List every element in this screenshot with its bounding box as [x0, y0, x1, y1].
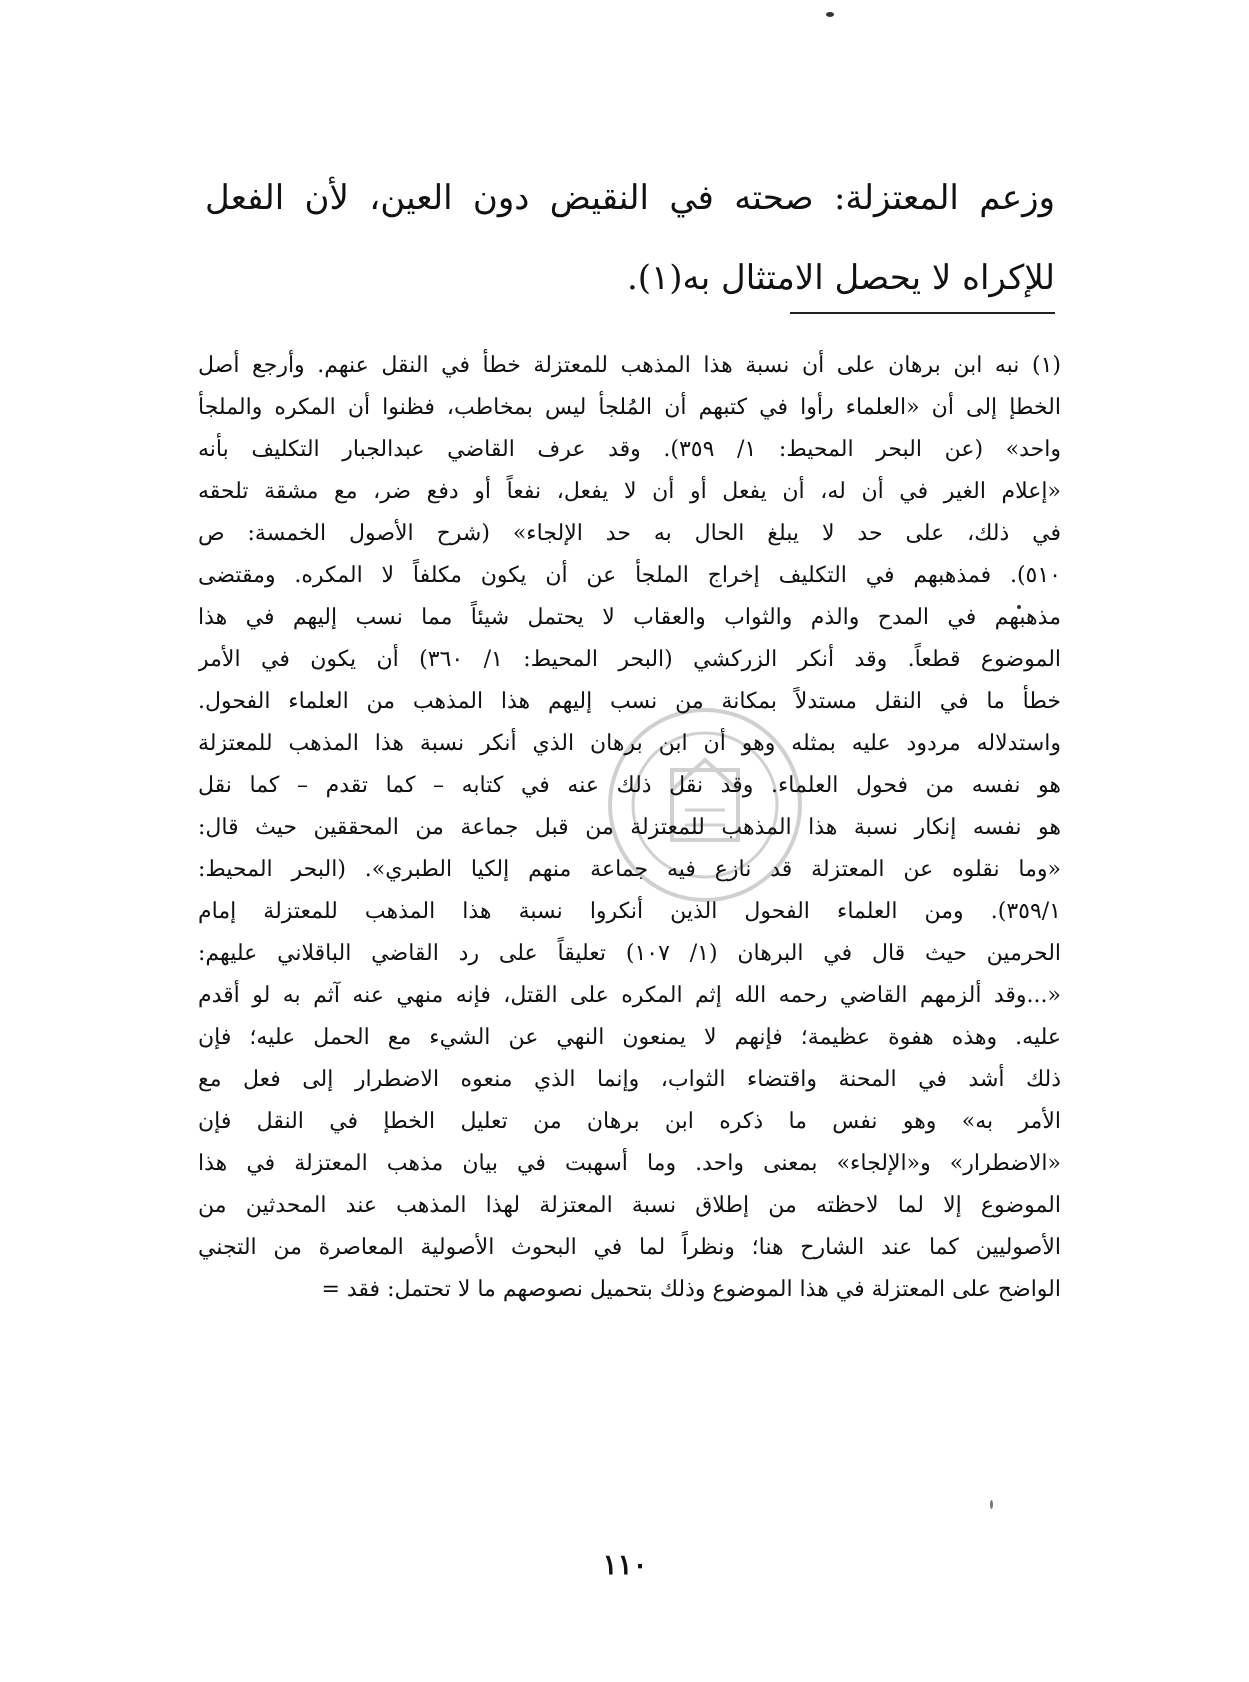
footnote-line: الواضح على المعتزلة في هذا الموضوع وذلك بتحميل نصوصهم ما لا تحتمل: فقد = [321, 1277, 1061, 1302]
footnote-line: الموضوع قطعاً. وقد أنكر الزركشي (البحر المحيط: ١/ ٣٦٠) أن يكون في الأمر [198, 647, 1061, 672]
footnote-line: (١) نبه ابن برهان على أن نسبة هذا المذهب للمعتزلة خطأ في النقل عنهم. وأرجع أصل [198, 353, 1061, 378]
footnote-line: ٣٥٩/١). ومن العلماء الفحول الذين أنكروا نسبة هذا المذهب للمعتزلة إمام [198, 899, 1061, 924]
footnote-line: «وما نقلوه عن المعتزلة قد نازع فيه جماعة منهم إلكيا الطبري». (البحر المحيط: [198, 857, 1061, 882]
main-paragraph: وزعم المعتزلة: صحته في النقيض دون العين، لأن الفعل للإكراه لا يحصل الامتثال به(١). [205, 178, 1055, 298]
footnote-line: «...وقد ألزمهم القاضي رحمه الله إثم المكره على القتل، فإنه منهي عنه آثم به لو أقدم [198, 983, 1061, 1008]
footnote [198, 345, 1061, 1311]
footnote-line: الموضوع إلا لما لاحظته من إطلاق نسبة المعتزلة لهذا المذهب عند المحدثين من [198, 1193, 1061, 1218]
footnote-line: في ذلك، على حد لا يبلغ الحال به حد الإلجاء» (شرح الأصول الخمسة: ص [198, 521, 1061, 546]
scan-speck [826, 12, 834, 17]
footnote-line: هو نفسه إنكار نسبة هذا المذهب للمعتزلة من قبل جماعة من المحققين حيث قال: [198, 815, 1061, 840]
footnote-line: «إعلام الغير في أن له، أن يفعل أو أن لا يفعل، نفعاً أو دفع ضر، مع مشقة تلحقه [198, 479, 1061, 504]
footnote-separator [790, 312, 1055, 314]
footnote-line: الخطإ إلى أن «العلماء رأوا في كتبهم أن المُلجأ ليس بمخاطب، فظنوا أن المكره والملجأ [198, 395, 1061, 420]
footnote-line: ذلك أشد في المحنة واقتضاء الثواب، وإنما الذي منعوه الاضطرار إلى فعل مع [198, 1067, 1061, 1092]
footnote-line: عليه. وهذه هفوة عظيمة؛ فإنهم لا يمنعون النهي عن الشيء مع الحمل عليه؛ فإن [198, 1025, 1061, 1050]
footnote-line: واحد» (عن البحر المحيط: ١/ ٣٥٩). وقد عرف القاضي عبدالجبار التكليف بأنه [198, 437, 1061, 462]
footnote-line: ٥١٠). فمذهبهم في التكليف إخراج الملجأ عن أن يكون مكلفاً لا المكره. ومقتضى [198, 563, 1061, 588]
footnote-line: الحرمين حيث قال في البرهان (١/ ١٠٧) تعليقاً على رد القاضي الباقلاني عليهم: [198, 941, 1061, 966]
footnote-line: خطأ ما في النقل مستدلاً بمكانة من نسب إليهم هذا المذهب من العلماء الفحول. [198, 689, 1061, 714]
footnote-line: مذهبهم في المدح والذم والثواب والعقاب لا يحتمل شيئاً مما نسب إليهم في هذا [198, 605, 1061, 630]
page-number: ١١٠ [602, 1548, 648, 1581]
scan-speck [990, 1500, 993, 1509]
footnote-line: الأمر به» وهو نفس ما ذكره ابن برهان من تعليل الخطإ في النقل فإن [198, 1109, 1061, 1134]
footnote-line: «الاضطرار» و«الإلجاء» بمعنى واحد. وما أسهبت في بيان مذهب المعتزلة في هذا [198, 1151, 1061, 1176]
footnote-line: واستدلاله مردود عليه بمثله وهو أن ابن برهان الذي أنكر نسبة هذا المذهب للمعتزلة [198, 731, 1061, 756]
footnote-line: هو نفسه من فحول العلماء. وقد نقل ذلك عنه في كتابه – كما تقدم – كما نقل [198, 773, 1061, 798]
footnote-line: الأصوليين كما عند الشارح هنا؛ ونظراً لما في البحوث الأصولية المعاصرة من التجني [198, 1235, 1061, 1260]
